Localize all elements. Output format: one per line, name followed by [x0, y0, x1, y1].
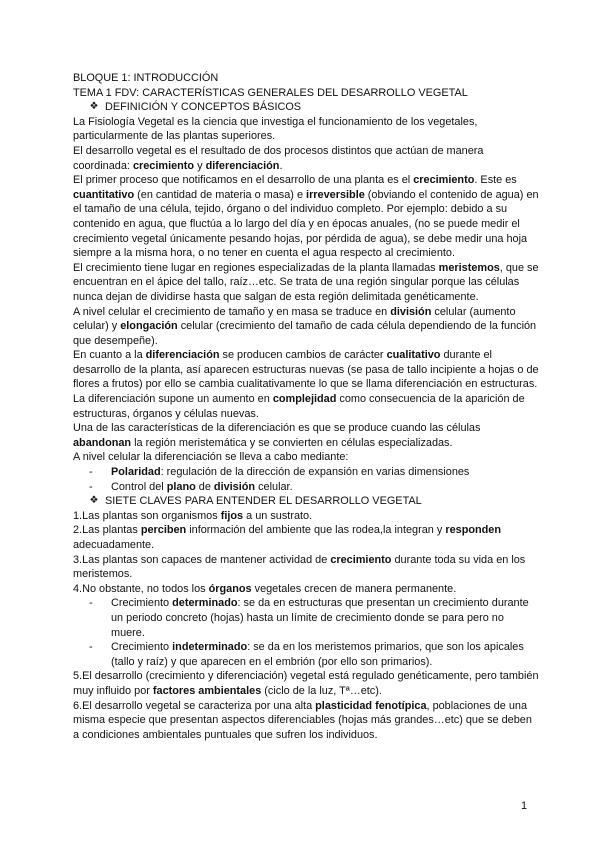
paragraph-4: El crecimiento tiene lugar en regiones especializadas de la planta llamadas meristemos, que se encuentran en el ápice del tallo, raíz…etc. Se trata de una región singular porque las células nunca dejan de dividirse hasta que salgan de esta región delimitada genéticamente. [73, 261, 539, 303]
key-4: 4.No obstante, no todos los órganos vegetales crecen de manera permanente. [73, 582, 457, 595]
list-item: - Polaridad: regulación de la dirección de expansión en varias dimensiones [89, 466, 470, 479]
paragraph-3: El primer proceso que notificamos en el desarrollo de una planta es el crecimiento. Este es cuantitativo (en cantidad de materia o masa) e irreversible (obviando el contenido de agua) en el tamaño de una célula, tejido, órgano o del individuo completo. Por ejemplo: debido a su contenido en agua, que fluctúa a lo largo del día y en épocas anuales, (no se puede medir el crecimiento vegetal únicamente pesando hojas, por pérdida de agua), se debe medir una hoja siempre a la misma hora, o no tener en cuenta el agua respecto al crecimiento. [73, 174, 539, 260]
page-number: 1 [520, 800, 527, 812]
paragraph-6: En cuanto a la diferenciación se producen cambios de carácter cualitativo durante el desarrollo de la planta, así aparecen estructuras nuevas (se pasa de tallo incipiente a hojas o de flores a frutos) por ello se cambia cualitativamente lo que se llama diferenciación en estructuras. [73, 349, 539, 391]
key-6: 6.El desarrollo vegetal se caracteriza por una alta plasticidad fenotípica, poblaciones de una misma especie que presentan aspectos diferenciables (hojas más grandes…etc) que se deben a condiciones ambientales puntuales que sufren los individuos. [73, 699, 532, 741]
list-item: - Crecimiento determinado: se da en estructuras que presentan un crecimiento durante un periodo concreto (hojas) hasta un límite de crecimiento donde se para pero no muere. [89, 597, 529, 639]
section-heading-keys [73, 494, 540, 509]
section-heading-text: SIETE CLAVES PARA ENTENDER EL DESARROLLO VEGETAL [105, 495, 422, 508]
paragraph-8: Una de las características de la diferenciación es que se produce cuando las células abandonan la región meristemática y se convierten en células especializadas. [73, 422, 481, 449]
section-heading-text: DEFINICIÓN Y CONCEPTOS BÁSICOS [105, 101, 302, 114]
section-heading-definition [73, 100, 540, 115]
paragraph-5: A nivel celular el crecimiento de tamaño y en masa se traduce en división celular (aumento celular) y elongación celular (crecimiento del tamaño de cada célula dependiendo de la función que desempeñe). [73, 305, 537, 347]
key-5: 5.El desarrollo (crecimiento y diferenciación) vegetal está regulado genéticamente, pero también muy influido por factores ambientales (ciclo de la luz, Tª…etc). [73, 670, 539, 697]
key-3: 3.Las plantas son capaces de mantener actividad de crecimiento durante toda su vida en los meristemos. [73, 553, 526, 581]
diamond-bullet-icon: ❖ [89, 495, 99, 507]
diamond-bullet-icon: ❖ [89, 101, 99, 113]
list-item: - Control del plano de división celular. [89, 480, 293, 493]
block-title: BLOQUE 1: INTRODUCCIÓN [73, 72, 219, 84]
topic-title: TEMA 1 FDV: CARACTERÍSTICAS GENERALES DEL DESARROLLO VEGETAL [73, 86, 468, 99]
key-1: 1.Las plantas son organismos fijos a un sustrato. [73, 509, 313, 522]
paragraph-2: El desarrollo vegetal es el resultado de dos procesos distintos que actúan de manera coordinada: crecimiento y diferenciación. [73, 144, 484, 172]
paragraph-1: La Fisiología Vegetal es la ciencia que investiga el funcionamiento de los vegetales, particularmente de las plantas superiores. [73, 115, 478, 143]
paragraph-7: La diferenciación supone un aumento en complejidad como consecuencia de la aparición de estructuras, órganos y células nuevas. [73, 393, 525, 420]
key-2: 2.Las plantas perciben información del ambiente que las rodea,la integran y responden adecuadamente. [73, 524, 502, 551]
paragraph-9: A nivel celular la diferenciación se lleva a cabo mediante: [73, 451, 349, 464]
list-item: - Crecimiento indeterminado: se da en los meristemos primarios, que son los apicales (tallo y raíz) y que aparecen en el embrión (por ello son primarios). [89, 641, 524, 668]
